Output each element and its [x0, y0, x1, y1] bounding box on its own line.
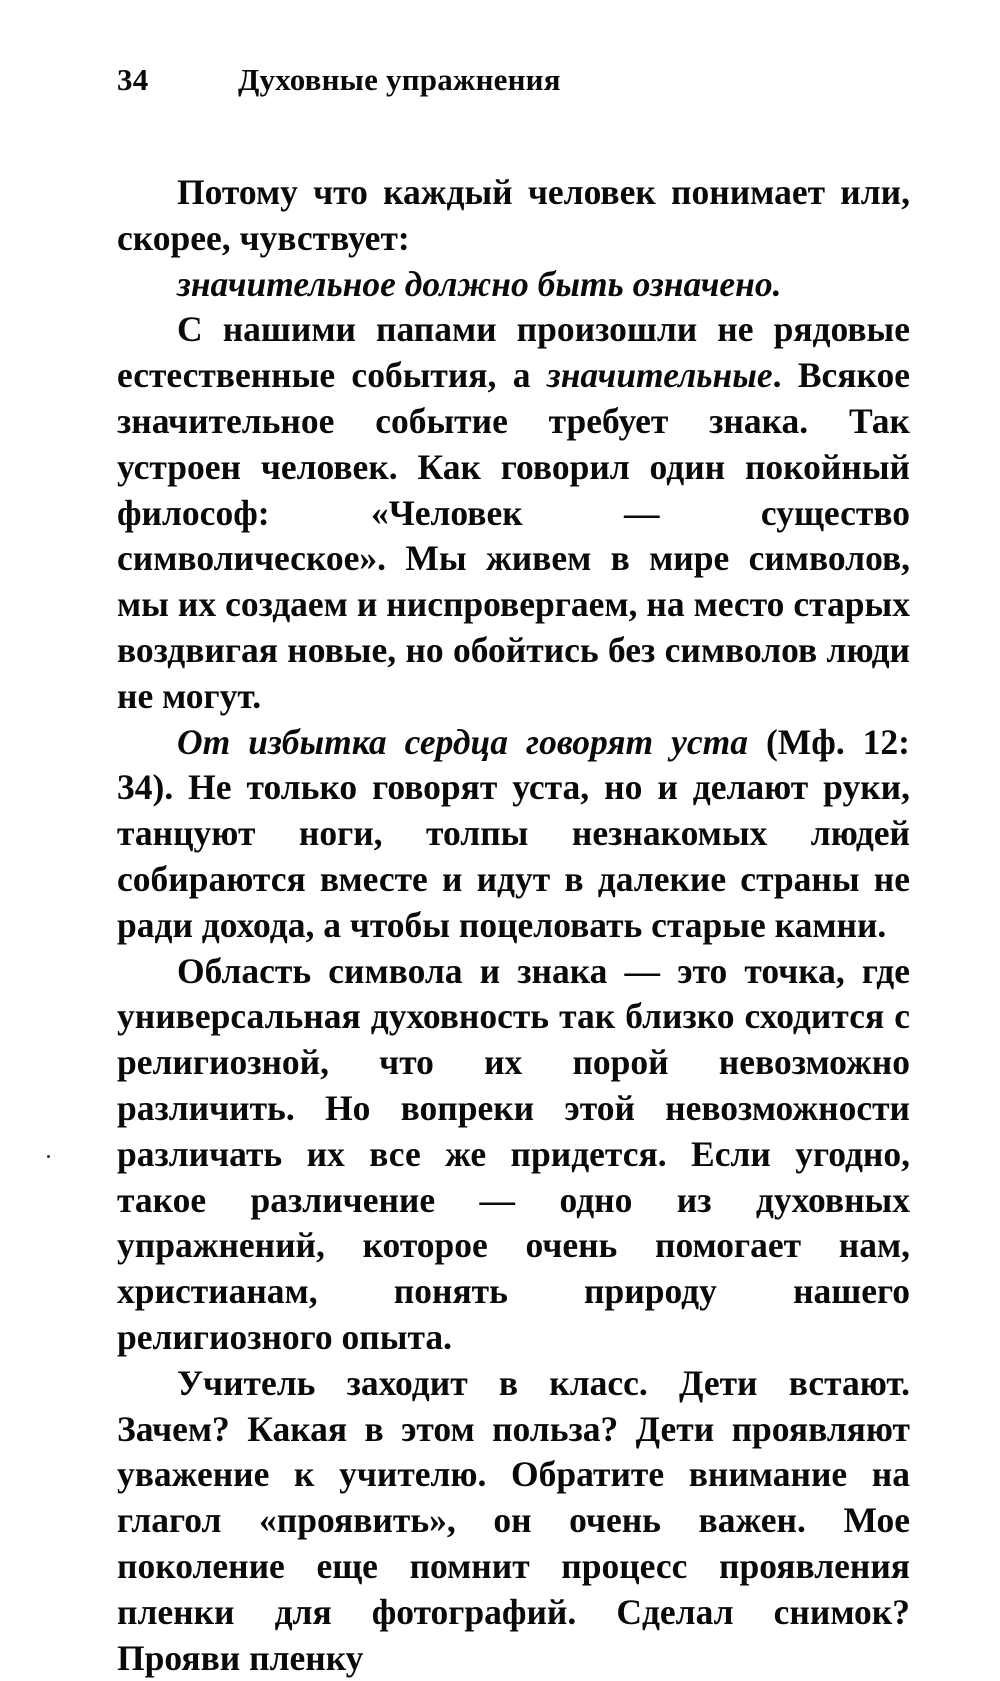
paragraph-4-rest: (Мф. 12: 34). Не только говорят уста, но и делают руки, танцуют ноги, толпы незнакомых людей собираются вместе и идут в далекие страны не ради дохода, а чтобы поцеловать старые камни.	[117, 721, 910, 945]
page-number: 34	[117, 62, 149, 97]
paragraph-4	[117, 720, 910, 949]
paragraph-4-quote: От избытка сердца говорят уста	[177, 721, 748, 762]
paragraph-6: Учитель заходит в класс. Дети встают. Зачем? Какая в этом польза? Дети проявляют уважение к учителю. Обратите внимание на глагол «проявить», он очень важен. Мое поколение еще помнит процесс проявления пленки для фотографий. Сделал снимок? Прояви пленку	[117, 1362, 910, 1678]
body-text	[117, 170, 910, 1681]
paragraph-3-italic-word: значительные	[546, 355, 773, 396]
paragraph-1: Потому что каждый человек понимает или, скорее, чувствует:	[117, 172, 910, 258]
italic-statement: значительное должно быть означено.	[177, 263, 782, 304]
paragraph-3-part-a: С нашими папами произошли не рядовые естественные события, а	[117, 309, 910, 396]
paragraph-2-italic	[117, 262, 910, 308]
scan-speck	[47, 1155, 50, 1158]
paragraph-3-part-c: . Всякое значительное событие требует знака. Так устроен человек. Как говорил один покойный философ: «Человек — существо символическое». Мы живем в мире символов, мы их создаем и ниспровергаем, на место старых воздвигая новые, но обойтись без символов люди не могут.	[117, 355, 910, 716]
paragraph-3	[117, 307, 910, 719]
paragraph-5: Область символа и знака — это точка, где универсальная духовность так близко сходится с религиозной, что их порой невозможно различить. Но вопреки этой невозможности различать их все же придется. Если угодно, такое различение — одно из духовных упражнений, которое очень помогает нам, христианам, понять природу нашего религиозного опыта.	[117, 950, 910, 1357]
running-head	[117, 62, 917, 110]
running-title: Духовные упражнения	[238, 62, 561, 97]
